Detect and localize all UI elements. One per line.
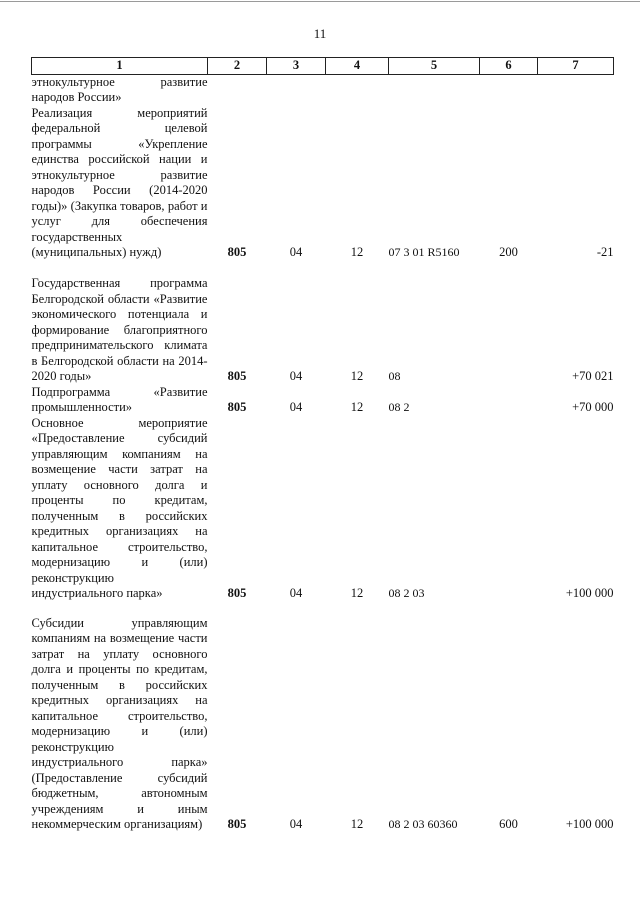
expense-type-code — [480, 74, 538, 106]
amount: +70 021 — [572, 369, 614, 383]
ministry-code: 805 — [227, 400, 247, 414]
section-code: 04 — [289, 817, 303, 831]
scan-edge-line — [0, 1, 640, 2]
row-name: этнокультурное развитие народов России» — [31, 74, 208, 104]
subsection-code — [326, 74, 389, 106]
amount: +100 000 — [565, 817, 614, 831]
table-row — [32, 74, 614, 106]
subsection-code: 12 — [350, 245, 364, 259]
col-header-4: 4 — [326, 58, 389, 75]
row-name: Государственная программа Белгородской области «Развитие экономического потенциала и формирование благоприятного предпринимательского климата в Белгородской области на 2014-2020 годы» — [31, 276, 208, 383]
amount: +70 000 — [572, 400, 614, 414]
target-code: 08 — [388, 369, 401, 383]
col-header-3: 3 — [267, 58, 326, 75]
subsection-code: 12 — [350, 400, 364, 414]
table-row — [32, 602, 614, 833]
expense-type-code — [480, 385, 538, 416]
section-code: 04 — [289, 245, 303, 259]
amount: -21 — [596, 245, 614, 259]
subsection-code: 12 — [350, 369, 364, 383]
section-code: 04 — [289, 586, 303, 600]
row-name: Реализация мероприятий федеральной целевой программы «Укрепление единства российской нации и этнокультурное развитие народов России (2014-2020 годы)» (Закупка товаров, работ и услуг для обеспечения государственных (муниципальных) нужд) — [31, 105, 208, 259]
ministry-code: 805 — [227, 369, 247, 383]
col-header-1: 1 — [32, 58, 208, 75]
table-row — [32, 106, 614, 261]
ministry-code: 805 — [227, 817, 247, 831]
col-header-2: 2 — [208, 58, 267, 75]
header-row — [32, 58, 614, 75]
expense-type-code — [480, 261, 538, 385]
row-name: Субсидии управляющим компаниям на возмещение части затрат на уплату основного долга и проценты по кредитам, полученным в российских кредитных организациях на капитальное строительство, модернизацию и (или) реконструкцию индустриального парка» (Предоставление субсидий бюджетным, автономным учреждениям и иным некоммерческим организациям) — [31, 615, 208, 831]
section-code: 04 — [289, 400, 303, 414]
target-code: 08 2 03 60360 — [388, 817, 458, 831]
table-row — [32, 416, 614, 602]
col-header-6: 6 — [480, 58, 538, 75]
expense-type-code: 200 — [499, 245, 518, 259]
expense-type-code — [480, 416, 538, 602]
target-code: 07 3 01 R5160 — [388, 245, 460, 259]
ministry-code — [208, 74, 267, 106]
section-code: 04 — [289, 369, 303, 383]
budget-table — [31, 57, 614, 833]
table-row — [32, 385, 614, 416]
row-name: Подпрограмма «Развитие промышленности» — [31, 384, 208, 414]
expense-type-code: 600 — [499, 817, 518, 831]
table-row — [32, 261, 614, 385]
ministry-code: 805 — [227, 586, 247, 600]
subsection-code: 12 — [350, 586, 364, 600]
row-name: Основное мероприятие «Предоставление субсидий управляющим компаниям на возмещение части затрат на уплату основного долга и проценты по кредитам, полученным в российских кредитных организациях на капитальное строительство, модернизацию и (или) реконструкцию индустриального парка» — [31, 415, 208, 600]
col-header-7: 7 — [538, 58, 614, 75]
subsection-code: 12 — [350, 817, 364, 831]
ministry-code: 805 — [227, 245, 247, 259]
amount: +100 000 — [565, 586, 614, 600]
target-code: 08 2 — [388, 400, 410, 414]
amount — [538, 74, 614, 106]
target-code — [389, 74, 480, 106]
section-code — [267, 74, 326, 106]
target-code: 08 2 03 — [388, 586, 425, 600]
page-number: 11 — [313, 26, 327, 41]
col-header-5: 5 — [389, 58, 480, 75]
